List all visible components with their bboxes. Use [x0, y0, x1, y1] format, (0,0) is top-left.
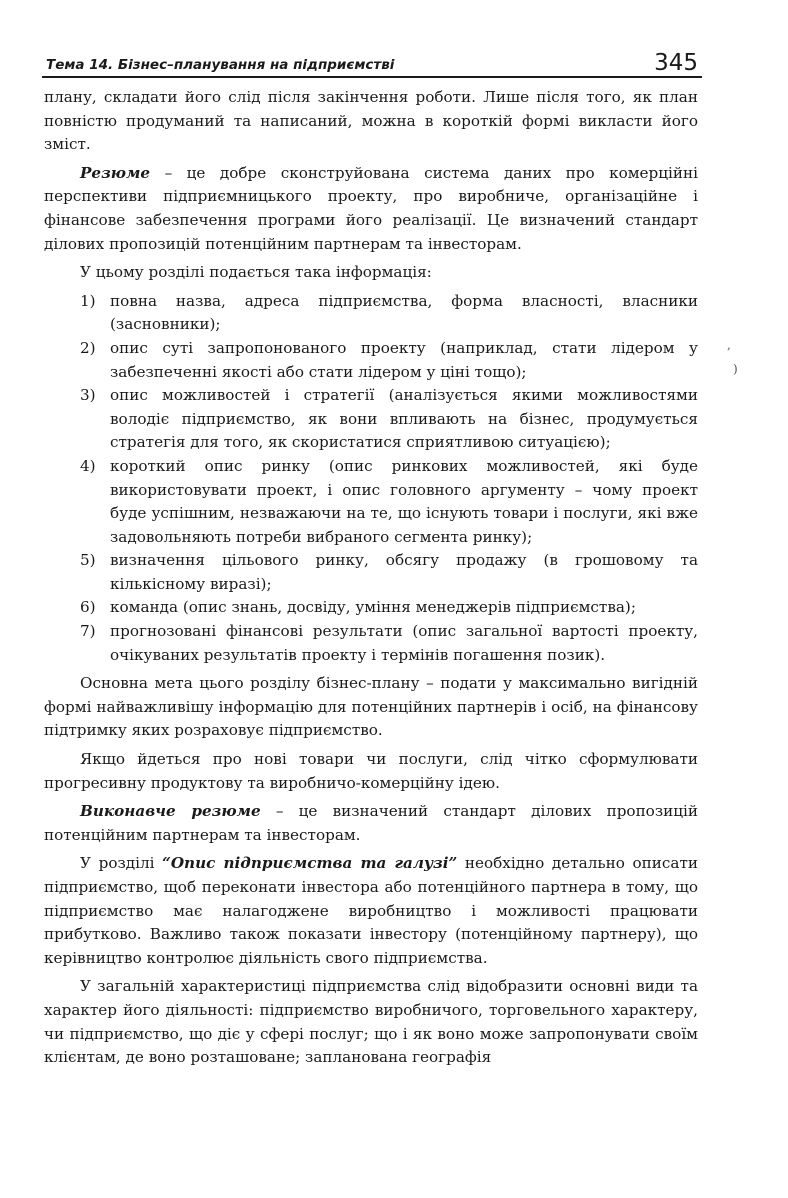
list-number: 7) — [80, 622, 96, 641]
list-number: 5) — [80, 551, 96, 570]
list-item — [44, 337, 698, 384]
paragraph — [44, 162, 698, 256]
list-number: 6) — [80, 598, 96, 617]
term-executive-resume: Виконавче резюме — [80, 802, 261, 821]
paragraph-text: – це визначений стандарт ділових пропозицій потенційним партнерам та інвесторам. — [44, 802, 698, 844]
margin-mark: ) — [733, 362, 738, 376]
list-text: визначення цільового ринку, обсягу продажу (в грошовому та кількісному виразі); — [110, 551, 698, 593]
list-number: 3) — [80, 386, 96, 405]
paragraph — [44, 852, 698, 970]
list-text: повна назва, адреса підприємства, форма власності, власники (засновники); — [110, 291, 698, 334]
page-body — [44, 86, 698, 1075]
term-resume: Резюме — [80, 163, 151, 182]
list-item — [44, 549, 698, 596]
paragraph-text: необхідно детально описати підприємство, щоб переконати інвестора або потенційного партнера в тому, що підприємство має налагоджене виробництво і можливості працювати прибутково. Важливо також показати інвестору (потенційному партнеру), що керівництво контролює діяльність свого підприємства. — [44, 854, 698, 967]
running-header — [42, 50, 702, 78]
section-name: “Опис підприємства та галузі” — [162, 854, 458, 873]
list-number: 2) — [80, 338, 96, 357]
paragraph: У загальній характеристиці підприємства слід відобразити основні види та характер його діяльності: підприємство виробничого, торговельного характеру, чи підприємство, що діє у сфері послуг; що і як воно може запропонувати своїм клієнтам, де воно розташоване; запланована географія — [44, 977, 698, 1067]
info-list — [44, 290, 698, 668]
paragraph: Якщо йдеться про нові товари чи послуги, слід чітко сформулювати прогресивну продуктову та виробничо-комерційну ідею. — [44, 750, 698, 792]
list-text: команда (опис знань, досвіду, уміння менеджерів підприємства); — [110, 598, 636, 617]
paragraph: плану, складати його слід після закінчення роботи. Лише після того, як план повністю продуманий та написаний, можна в короткій формі викласти його зміст. — [44, 88, 698, 154]
list-text: прогнозовані фінансові результати (опис загальної вартості проекту, очікуваних результатів проекту і термінів погашення позик). — [110, 622, 698, 664]
paragraph-text: – це добре сконструйована система даних про комерційні перспективи підприємницького проекту, про виробниче, організаційне і фінансове забезпечення програми його реалізації. Це визначений стандарт ділових пропозицій потенційним партнерам та інвесторам. — [44, 163, 698, 253]
list-number: 4) — [80, 456, 96, 475]
list-text: опис можливостей і стратегії (аналізується якими можливостями володіє підприємство, як вони впливають на бізнес, продумується стратегія для того, як скористатися сприятливою ситуацією); — [110, 386, 698, 452]
list-item — [44, 620, 698, 667]
list-text: опис суті запропонованого проекту (наприклад, стати лідером у забезпеченні якості або стати лідером у ціні тощо); — [110, 338, 698, 381]
list-item — [44, 384, 698, 455]
margin-mark: , — [727, 338, 731, 352]
paragraph: Основна мета цього розділу бізнес-плану – подати у максимально вигідній формі найважливішу інформацію для потенційних партнерів і осіб, на фінансову підтримку яких розраховує підприємство. — [44, 674, 698, 740]
paragraph — [44, 800, 698, 847]
paragraph: У цьому розділі подається така інформація: — [80, 263, 432, 282]
list-item — [44, 455, 698, 549]
header-title: Тема 14. Бізнес–планування на підприємстві — [46, 57, 395, 73]
list-text: короткий опис ринку (опис ринкових можливостей, які буде використовувати проект, і опис головного аргументу – чому проект буде успішним, незважаючи на те, що існують товари і послуги, які вже задовольняють потреби вибраного сегмента ринку); — [110, 456, 698, 546]
list-number: 1) — [80, 291, 96, 310]
paragraph-text: У розділі — [80, 854, 163, 873]
list-item — [44, 290, 698, 337]
page-number: 345 — [654, 50, 698, 76]
list-item — [44, 596, 698, 620]
